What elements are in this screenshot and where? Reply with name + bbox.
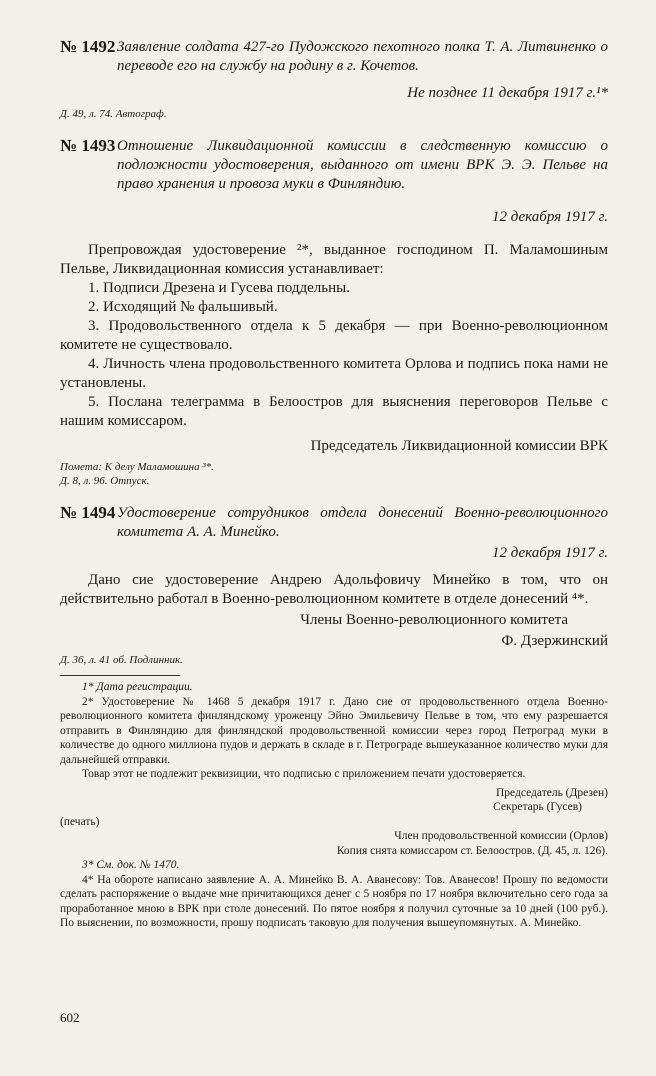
doc-body bbox=[60, 241, 608, 279]
footnotes bbox=[60, 680, 608, 931]
footnote-signature: Председатель (Дрезен) bbox=[495, 786, 608, 799]
doc-1492 bbox=[60, 36, 608, 121]
footnote-2: 2* Удостоверение № 1468 5 декабря 1917 г. Дано сие от продовольственного отдела Военно-революционного комитета финляндскому уроженцу Эйно Эмильевичу Пельве в том, что ему разрешается отправить в Финляндию для финляндской продовольственной комиссии через город Петроград муки в количестве до одного миллиона пудов и держать в складе в г. Петрограде вышеуказанное количество муки для дальнейшей отправки. bbox=[60, 695, 608, 766]
doc-body bbox=[60, 571, 608, 609]
doc-number: № 1494 bbox=[60, 503, 116, 522]
list-item: 4. Личность члена продовольственного комитета Орлова и подпись пока нами не установлены. bbox=[60, 356, 608, 391]
footnote-1: 1* Дата регистрации. bbox=[82, 681, 193, 693]
doc-number: № 1493 bbox=[60, 136, 116, 155]
footnote-signature: Секретарь (Гусев) bbox=[493, 801, 582, 813]
doc-date: 12 декабря 1917 г. bbox=[491, 209, 608, 225]
signature-members: Члены Военно-революционного комитета bbox=[300, 612, 568, 628]
footnote-signature: Член продовольственной комиссии (Орлов) bbox=[394, 830, 608, 842]
footnote-2-cont: Товар этот не подлежит реквизиции, что подписью с приложением печати удостоверяется. bbox=[82, 768, 526, 780]
doc-number: № 1492 bbox=[60, 37, 116, 56]
list-item: 3. Продовольственного отдела к 5 декабря — при Военно-революционном комитете не существовало. bbox=[60, 318, 608, 353]
list-item: 1. Подписи Дрезена и Гусева поддельны. bbox=[88, 280, 350, 296]
doc-date: Не позднее 11 декабря 1917 г.¹* bbox=[407, 85, 608, 101]
findings-list bbox=[60, 279, 608, 431]
doc-1493 bbox=[60, 135, 608, 488]
signature-name: Ф. Дзержинский bbox=[501, 633, 608, 649]
signature: Председатель Ликвидационной комиссии ВРК bbox=[310, 438, 608, 454]
archive-ref: Д. 49, л. 74. Автограф. bbox=[60, 108, 167, 120]
doc-text: Дано сие удостоверение Андрею Адольфовичу Минейко в том, что он действительно работал в Военно-революционном комитете в отделе донесений ⁴*. bbox=[60, 572, 608, 607]
doc-title: Заявление солдата 427-го Пудожского пехотного полка Т. А. Литвиненко о переводе его на службу на родину в г. Кочетов. bbox=[117, 39, 608, 74]
mark-note: Помета: К делу Маламошина ³*. bbox=[60, 461, 214, 473]
list-item: 2. Исходящий № фальшивый. bbox=[88, 299, 278, 315]
document-page bbox=[60, 36, 608, 931]
doc-title: Отношение Ликвидационной комиссии в следственную комиссию о подложности удостоверения, выданного от имени ВРК Э. Э. Пельве на право хранения и провоза муки в Финляндию. bbox=[117, 138, 608, 192]
footnote-divider bbox=[60, 675, 180, 676]
archive-ref: Д. 8, л. 96. Отпуск. bbox=[60, 475, 150, 487]
copy-note: Копия снята комиссаром ст. Белоостров. (Д. 45, л. 126). bbox=[336, 844, 608, 857]
page-number: 602 bbox=[60, 1010, 80, 1025]
doc-date: 12 декабря 1917 г. bbox=[491, 545, 608, 561]
footnote-4: 4* На обороте написано заявление А. А. Минейко В. А. Аванесову: Тов. Аванесов! Прошу по ведомости сделать распоряжение о выдаче мне причитающихся денег с 5 ноября по 17 ноября включительно сего года за проработанное мною в ВРК при столе донесений. По пятое ноября я получил суточные за 10 дней (100 руб.). По выяснении, по возможности, прошу подписать таковую для получения вышеупомянутых. А. Минейко. bbox=[60, 873, 608, 929]
doc-intro: Препровождая удостоверение ²*, выданное господином П. Маламошиным Пельве, Ликвидационная комиссия устанавливает: bbox=[60, 242, 608, 277]
doc-title: Удостоверение сотрудников отдела донесений Военно-революционного комитета А. А. Минейко. bbox=[117, 505, 608, 540]
archive-ref: Д. 36, л. 41 об. Подлинник. bbox=[60, 654, 183, 666]
list-item: 5. Послана телеграмма в Белоостров для выяснения переговоров Пельве с нашим комиссаром. bbox=[60, 394, 608, 429]
footnote-3: 3* См. док. № 1470. bbox=[82, 859, 180, 871]
doc-1494 bbox=[60, 502, 608, 667]
seal-note: (печать) bbox=[60, 815, 100, 828]
